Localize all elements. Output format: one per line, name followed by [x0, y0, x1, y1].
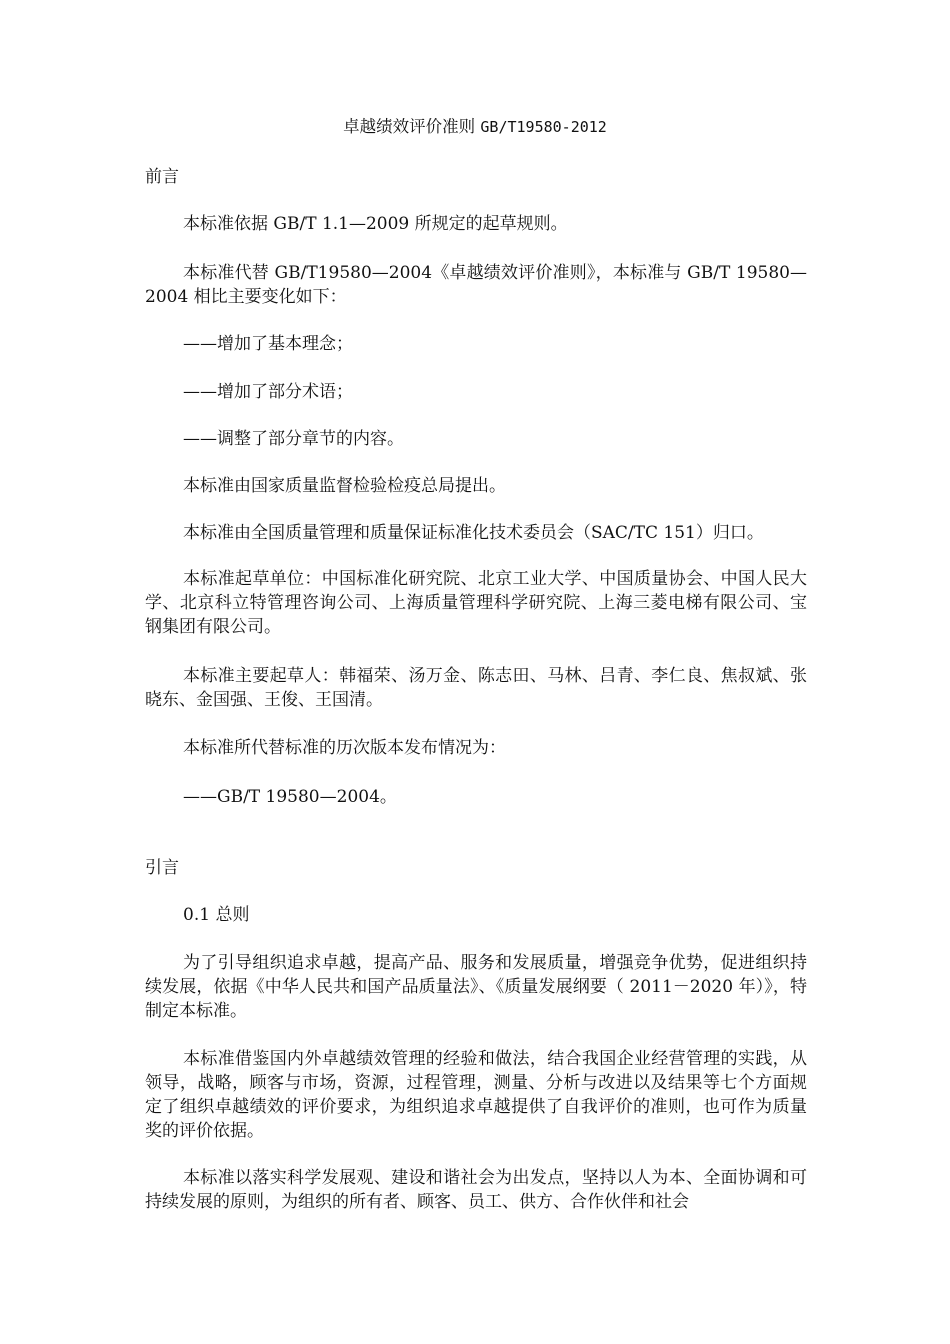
document-title: [0, 116, 950, 138]
preface-paragraph: 本标准所代替标准的历次版本发布情况为：: [183, 738, 506, 758]
preface-paragraph: 本标准起草单位：中国标准化研究院、北京工业大学、中国质量协会、中国人民大学、北京科立特管理咨询公司、上海质量管理科学研究院、上海三菱电梯有限公司、宝钢集团有限公司。: [145, 569, 807, 637]
preface-paragraph: 本标准依据 GB/T 1.1—2009 所规定的起草规则。: [183, 214, 568, 234]
preface-paragraph: 本标准由全国质量管理和质量保证标准化技术委员会（SAC/TC 151）归口。: [183, 523, 764, 543]
preface-paragraph: 本标准代替 GB/T19580—2004《卓越绩效评价准则》，本标准与 GB/T 19580—2004 相比主要变化如下：: [145, 263, 807, 307]
title-text: 卓越绩效评价准则: [343, 117, 476, 136]
intro-subheading: 0.1 总则: [183, 905, 250, 925]
preface-list-item: ——增加了基本理念；: [183, 334, 353, 354]
intro-paragraph: 为了引导组织追求卓越，提高产品、服务和发展质量，增强竞争优势，促进组织持续发展，依据《中华人民共和国产品质量法》、《质量发展纲要（ 2011－2020 年）》，特制定本标准。: [145, 953, 807, 1021]
preface-list-item: ——GB/T 19580—2004。: [183, 787, 397, 807]
preface-paragraph: 本标准由国家质量监督检验检疫总局提出。: [183, 476, 506, 496]
preface-heading: 前言: [145, 167, 179, 187]
intro-paragraph: 本标准以落实科学发展观、建设和谐社会为出发点，坚持以人为本、全面协调和可持续发展的原则，为组织的所有者、顾客、员工、供方、合作伙伴和社会: [145, 1168, 807, 1212]
title-standard-code: GB/T19580-2012: [480, 118, 607, 136]
preface-list-item: ——调整了部分章节的内容。: [183, 429, 404, 449]
preface-paragraph: 本标准主要起草人：韩福荣、汤万金、陈志田、马林、吕青、李仁良、焦叔斌、张晓东、金国强、王俊、王国清。: [145, 666, 807, 710]
intro-paragraph: 本标准借鉴国内外卓越绩效管理的经验和做法，结合我国企业经营管理的实践，从领导，战略，顾客与市场，资源，过程管理，测量、分析与改进以及结果等七个方面规定了组织卓越绩效的评价要求，为组织追求卓越提供了自我评价的准则，也可作为质量奖的评价依据。: [145, 1049, 807, 1141]
preface-list-item: ——增加了部分术语；: [183, 382, 353, 402]
intro-heading: 引言: [145, 858, 179, 878]
